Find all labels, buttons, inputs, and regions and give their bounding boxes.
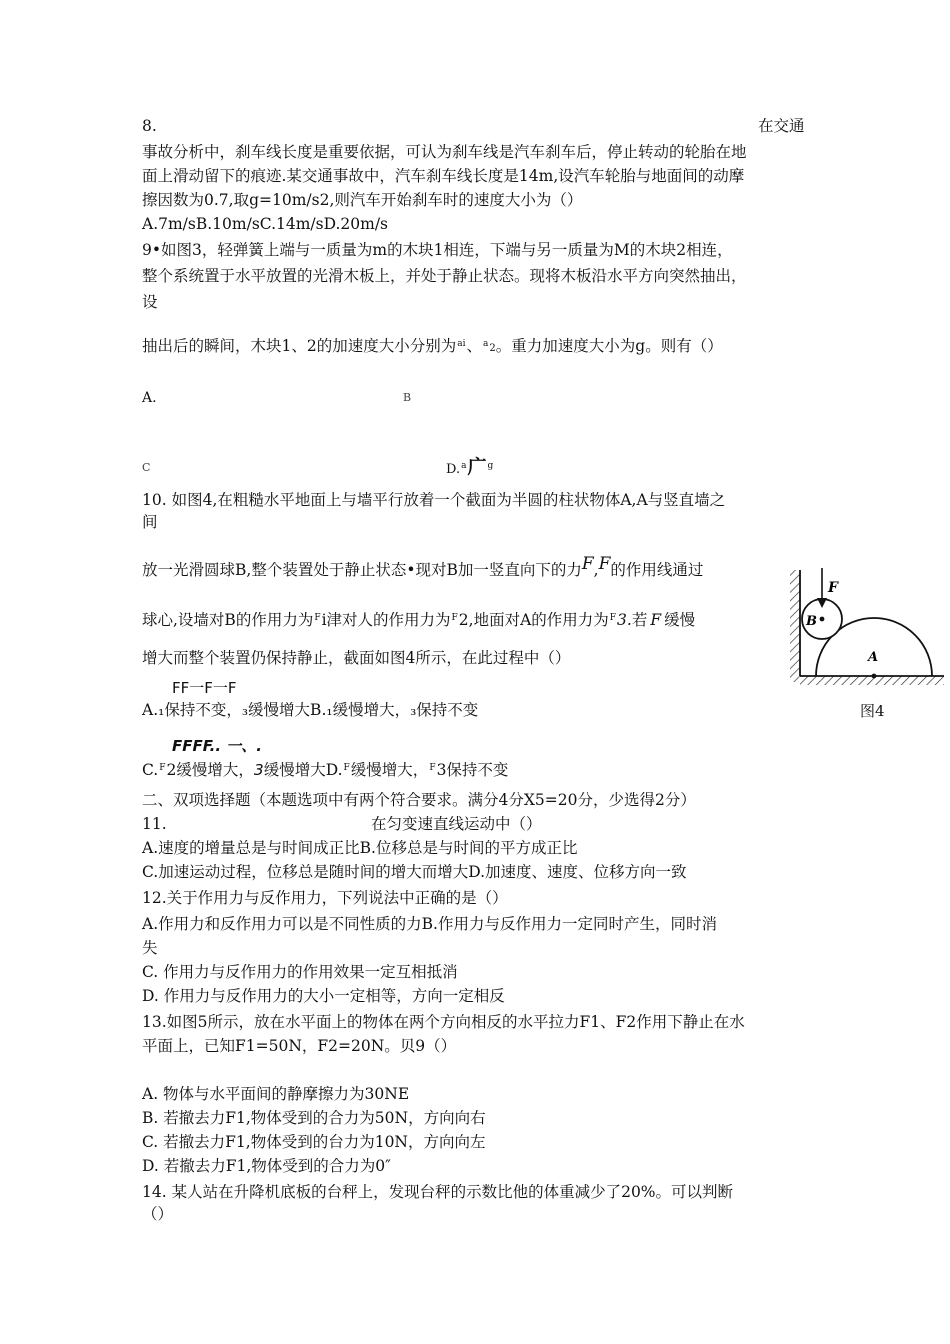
q11-line-2: A.速度的增量总是与时间成正比B.位移总是与时间的平方成正比: [142, 839, 578, 857]
q8-head-right: 在交通: [758, 117, 805, 135]
q10-options-cd: [142, 758, 508, 780]
q9-line-1: 9•如图3，轻弹簧上端与一质量为m的木块1相连，下端与另一质量为M的木块2相连，: [142, 241, 733, 259]
q10-options-cd-overline: FFFF.. 一、.: [172, 737, 262, 755]
q9-option-b: B: [403, 391, 412, 404]
figure-4-caption: 图4: [860, 702, 885, 720]
label-f: F: [828, 580, 838, 596]
q9-sep: 、: [466, 337, 483, 355]
q10-options-ab-overline: FF一F一F: [172, 679, 237, 697]
q10-line-4-F2: F: [451, 613, 458, 623]
q10-line-4: [142, 608, 695, 630]
q11-stem: 在匀变速直线运动中（）: [371, 815, 542, 833]
q8-options: A.7m/sB.10m/sC.14m/sD.20m/s: [142, 215, 389, 233]
q9-option-d-label: D.: [446, 462, 461, 477]
label-b: B: [806, 614, 817, 629]
q9-a2-sub: 2: [489, 343, 496, 354]
q9-a2: a: [483, 339, 489, 349]
q10-option-d-F3: F: [429, 763, 436, 773]
q14-line-1: 14. 某人站在升降机底板的台秤上，发现台秤的示数比他的体重减少了20%。可以判断: [142, 1183, 734, 1201]
q9-option-d-mid: 广: [467, 456, 487, 478]
q13-option-c: C. 若撤去力F1,物体受到的台力为10N，方向向左: [142, 1133, 486, 1151]
q10-option-c-a: 2缓慢增大，: [166, 761, 254, 779]
q10-line-3-F2: F: [598, 554, 611, 574]
q10-line-3-a: 放一光滑圆球B,整个装置处于静止状态•现对B加一竖直向下的力: [142, 561, 582, 579]
q11-number: 11.: [142, 815, 167, 833]
wall-hatching: [790, 570, 800, 682]
q11-line-3: C.加速运动过程，位移总是随时间的增大而增大D.加速度、速度、位移方向一致: [142, 863, 687, 881]
q9-option-d-a: a: [461, 461, 467, 471]
q10-option-d-a: 缓慢增大，: [350, 761, 429, 779]
q10-line-3: [142, 554, 703, 580]
q10-option-d-b: 3保持不变: [436, 761, 509, 779]
section-2-title: 二、双项选择题（本题选项中有两个符合要求。满分4分X5=20分，少选得2分）: [142, 791, 696, 809]
q10-option-d-F: F: [343, 763, 350, 773]
q10-line-4-F1: F: [314, 613, 321, 623]
q8-number: 8.: [142, 117, 157, 135]
q12-line-1: 12.关于作用力与反作用力，下列说法中正确的是（）: [142, 889, 508, 907]
label-a: A: [868, 650, 879, 665]
q10-option-c-F: F: [159, 763, 166, 773]
q10-line-4-F3: F: [609, 613, 617, 623]
q9-line-2: 整个系统置于水平放置的光滑木板上，并处于静止状态。现将木板沿水平方向突然抽出，: [142, 267, 747, 285]
q12-line-2: A.作用力和反作用力可以是不同性质的力B.作用力与反作用力一定同时产生，同时消: [142, 915, 717, 933]
q9-line-3: 设: [142, 293, 158, 311]
q10-option-c-b: 缓慢增大D.: [263, 761, 343, 779]
q10-option-c-label: C.: [142, 761, 159, 779]
q10-line-4-e: 若: [631, 611, 648, 629]
q13-option-d: D. 若撤去力F1,物体受到的合力为0″: [142, 1157, 391, 1175]
q8-line-3: 面上滑动留下的痕迹.某交通事故中，汽车刹车线长度是14m,设汽车轮胎与地面间的动摩: [142, 167, 745, 185]
sphere-b-center: [820, 617, 825, 622]
q10-line-5: 增大而整个装置仍保持静止，截面如图4所示，在此过程中（）: [142, 649, 571, 667]
q8-line-4: 擦因数为0.7,取g=10m/s2,则汽车开始刹车时的速度大小为（）: [142, 191, 583, 209]
q10-line-4-F: F: [650, 611, 662, 629]
q12-line-5: D. 作用力与反作用力的大小一定相等，方向一定相反: [142, 987, 505, 1005]
q9-line-4-b: 。重力加速度大小为g。则有（）: [495, 337, 723, 355]
q14-line-2: （）: [142, 1205, 174, 1223]
q10-line-4-b: i津对人的作用力为: [321, 611, 451, 629]
q13-line-2: 平面上，已知F1=50N，F2=20N。贝9（）: [142, 1037, 457, 1055]
q10-line-3-F1: F: [581, 554, 594, 574]
q10-options-ab: A.₁保持不变，₃缓慢增大B.₁缓慢增大，₃保持不变: [142, 701, 479, 719]
q10-line-3-b: 的作用线通过: [610, 561, 704, 579]
q13-option-b: B. 若撤去力F1,物体受到的合力为50N，方向向右: [142, 1109, 486, 1127]
q9-line-4: [142, 334, 723, 359]
q10-line-4-d: 3.: [617, 611, 632, 629]
q10-line-4-a: 球心,设墙对B的作用力为: [142, 611, 314, 629]
q9-option-d: [446, 456, 494, 480]
q12-line-4: C. 作用力与反作用力的作用效果一定互相抵消: [142, 963, 458, 981]
q13-line-1: 13.如图5所示，放在水平面上的物体在两个方向相反的水平拉力F1、F2作用下静止在水: [142, 1013, 745, 1031]
q10-line-2: 间: [142, 513, 158, 531]
semicircle-a-center: [872, 674, 877, 679]
q12-line-3: 失: [142, 939, 158, 957]
q9-option-d-g: g: [487, 461, 494, 471]
q9-option-a: A.: [142, 390, 157, 406]
q9-option-c: C: [142, 461, 151, 474]
q10-line-1: 10. 如图4,在粗糙水平地面上与墙平行放着一个截面为半圆的柱状物体A,A与竖直墙之: [142, 491, 726, 509]
q13-option-a: A. 物体与水平面间的静摩擦力为30NE: [142, 1085, 410, 1103]
q10-line-4-f: 缓慢: [664, 611, 696, 629]
ground-hatching: [800, 676, 944, 685]
q9-a1-sub: i: [462, 339, 466, 349]
q9-a1: a: [457, 339, 463, 349]
q10-line-4-c: 2,地面对A的作用力为: [458, 611, 609, 629]
figure-4: [786, 562, 946, 692]
q8-line-2: 事故分析中，刹车线长度是重要依据，可认为刹车线是汽车刹车后，停止转动的轮胎在地: [142, 143, 747, 161]
q10-option-c-3: 3: [253, 761, 264, 779]
q10-line-3-comma: ,: [593, 561, 599, 579]
q9-line-4-a: 抽出后的瞬间，木块1、2的加速度大小分别为: [142, 337, 457, 355]
